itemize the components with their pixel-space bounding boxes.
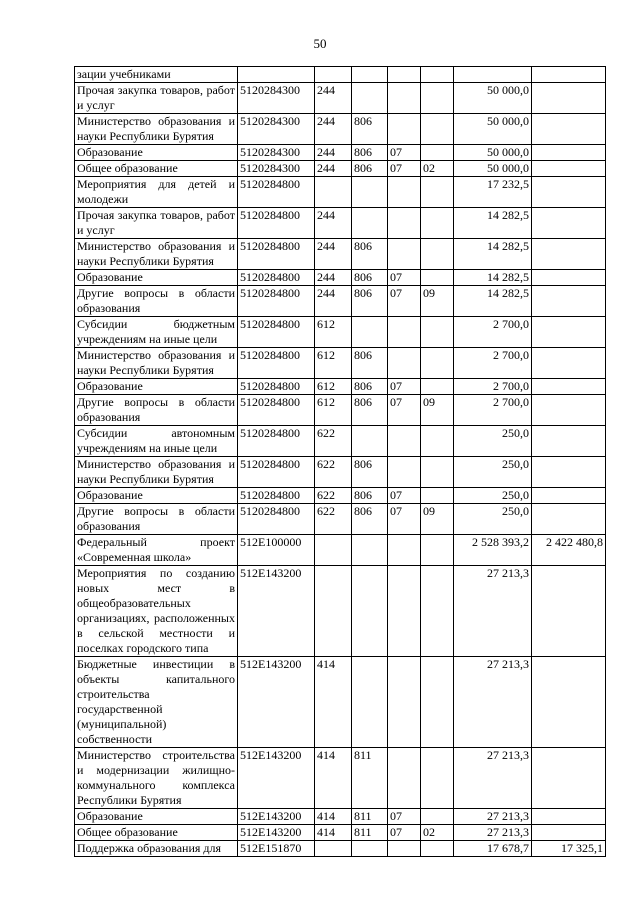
cell-amount-1: 2 700,0 xyxy=(454,379,532,395)
cell-ministry-code: 806 xyxy=(352,488,388,504)
cell-expense-type xyxy=(315,67,352,83)
cell-target-article: 512E143200 xyxy=(238,809,315,825)
page-number: 50 xyxy=(313,36,327,51)
cell-expense-type xyxy=(315,841,352,857)
cell-target-article: 512E143200 xyxy=(238,566,315,657)
cell-section xyxy=(388,317,421,348)
cell-subsection xyxy=(421,83,454,114)
cell-name: Образование xyxy=(75,379,238,395)
cell-subsection xyxy=(421,809,454,825)
cell-name: зации учебниками xyxy=(75,67,238,83)
cell-ministry-code: 806 xyxy=(352,286,388,317)
cell-subsection xyxy=(421,426,454,457)
cell-target-article: 5120284800 xyxy=(238,208,315,239)
cell-name: Образование xyxy=(75,809,238,825)
cell-amount-1: 17 232,5 xyxy=(454,177,532,208)
cell-target-article: 5120284800 xyxy=(238,239,315,270)
cell-subsection xyxy=(421,457,454,488)
cell-amount-1: 250,0 xyxy=(454,504,532,535)
cell-target-article: 5120284800 xyxy=(238,348,315,379)
cell-section xyxy=(388,177,421,208)
cell-name: Министерство образования и науки Республики Бурятия xyxy=(75,348,238,379)
cell-target-article: 512E151870 xyxy=(238,841,315,857)
cell-subsection xyxy=(421,239,454,270)
cell-name: Образование xyxy=(75,488,238,504)
cell-amount-1: 50 000,0 xyxy=(454,83,532,114)
cell-expense-type xyxy=(315,177,352,208)
cell-ministry-code xyxy=(352,535,388,566)
cell-expense-type: 612 xyxy=(315,395,352,426)
cell-section xyxy=(388,239,421,270)
cell-amount-1: 2 700,0 xyxy=(454,317,532,348)
cell-amount-1: 2 528 393,2 xyxy=(454,535,532,566)
cell-name: Федеральный проект «Современная школа» xyxy=(75,535,238,566)
cell-name: Прочая закупка товаров, работ и услуг xyxy=(75,208,238,239)
cell-expense-type: 622 xyxy=(315,457,352,488)
cell-section: 07 xyxy=(388,145,421,161)
cell-ministry-code: 806 xyxy=(352,145,388,161)
table-row xyxy=(75,161,606,177)
cell-amount-2 xyxy=(532,748,606,809)
cell-amount-1: 17 678,7 xyxy=(454,841,532,857)
cell-target-article: 5120284800 xyxy=(238,270,315,286)
cell-expense-type: 244 xyxy=(315,286,352,317)
cell-amount-1: 250,0 xyxy=(454,488,532,504)
cell-ministry-code: 806 xyxy=(352,457,388,488)
cell-section: 07 xyxy=(388,395,421,426)
table-row xyxy=(75,83,606,114)
cell-expense-type: 244 xyxy=(315,114,352,145)
cell-ministry-code: 806 xyxy=(352,270,388,286)
cell-amount-1: 27 213,3 xyxy=(454,566,532,657)
cell-section xyxy=(388,114,421,145)
table-row xyxy=(75,270,606,286)
cell-ministry-code: 806 xyxy=(352,161,388,177)
cell-name: Прочая закупка товаров, работ и услуг xyxy=(75,83,238,114)
cell-amount-1: 27 213,3 xyxy=(454,657,532,748)
cell-subsection: 02 xyxy=(421,825,454,841)
cell-target-article: 5120284300 xyxy=(238,114,315,145)
cell-target-article xyxy=(238,67,315,83)
cell-amount-2 xyxy=(532,504,606,535)
cell-subsection: 09 xyxy=(421,286,454,317)
cell-expense-type: 244 xyxy=(315,208,352,239)
cell-expense-type: 612 xyxy=(315,317,352,348)
cell-amount-2 xyxy=(532,208,606,239)
cell-expense-type: 244 xyxy=(315,270,352,286)
cell-section xyxy=(388,208,421,239)
cell-name: Министерство образования и науки Республики Бурятия xyxy=(75,457,238,488)
cell-subsection xyxy=(421,317,454,348)
cell-expense-type xyxy=(315,535,352,566)
cell-section: 07 xyxy=(388,379,421,395)
table-row xyxy=(75,239,606,270)
cell-section: 07 xyxy=(388,825,421,841)
cell-amount-2 xyxy=(532,426,606,457)
cell-section: 07 xyxy=(388,270,421,286)
cell-expense-type: 414 xyxy=(315,825,352,841)
cell-target-article: 5120284300 xyxy=(238,161,315,177)
cell-name: Бюджетные инвестиции в объекты капитального строительства государственной (муниципальной) собственности xyxy=(75,657,238,748)
cell-subsection xyxy=(421,348,454,379)
cell-target-article: 5120284800 xyxy=(238,504,315,535)
cell-amount-2 xyxy=(532,395,606,426)
cell-name: Субсидии автономным учреждениям на иные цели xyxy=(75,426,238,457)
cell-target-article: 5120284800 xyxy=(238,286,315,317)
cell-expense-type: 612 xyxy=(315,379,352,395)
cell-amount-2 xyxy=(532,657,606,748)
cell-expense-type: 414 xyxy=(315,657,352,748)
cell-section xyxy=(388,566,421,657)
cell-amount-1 xyxy=(454,67,532,83)
cell-amount-1: 27 213,3 xyxy=(454,825,532,841)
cell-amount-2 xyxy=(532,379,606,395)
cell-expense-type: 622 xyxy=(315,426,352,457)
cell-section xyxy=(388,841,421,857)
cell-subsection xyxy=(421,748,454,809)
cell-section: 07 xyxy=(388,809,421,825)
cell-subsection xyxy=(421,67,454,83)
cell-amount-2 xyxy=(532,270,606,286)
table-row xyxy=(75,825,606,841)
cell-ministry-code: 806 xyxy=(352,114,388,145)
cell-target-article: 5120284800 xyxy=(238,395,315,426)
cell-expense-type: 244 xyxy=(315,145,352,161)
cell-target-article: 512E143200 xyxy=(238,748,315,809)
cell-subsection xyxy=(421,145,454,161)
cell-section xyxy=(388,67,421,83)
table-row xyxy=(75,379,606,395)
cell-subsection xyxy=(421,488,454,504)
cell-amount-2: 17 325,1 xyxy=(532,841,606,857)
cell-amount-2 xyxy=(532,286,606,317)
cell-name: Поддержка образования для xyxy=(75,841,238,857)
budget-table xyxy=(74,66,606,857)
cell-subsection xyxy=(421,841,454,857)
cell-ministry-code: 806 xyxy=(352,348,388,379)
cell-name: Образование xyxy=(75,145,238,161)
cell-subsection: 09 xyxy=(421,504,454,535)
cell-subsection xyxy=(421,270,454,286)
cell-ministry-code: 806 xyxy=(352,395,388,426)
table-row xyxy=(75,457,606,488)
cell-subsection: 02 xyxy=(421,161,454,177)
table-row xyxy=(75,67,606,83)
cell-target-article: 5120284800 xyxy=(238,488,315,504)
cell-target-article: 512E100000 xyxy=(238,535,315,566)
table-row xyxy=(75,317,606,348)
cell-ministry-code xyxy=(352,566,388,657)
cell-expense-type: 244 xyxy=(315,83,352,114)
cell-section xyxy=(388,748,421,809)
cell-amount-2 xyxy=(532,83,606,114)
table-row xyxy=(75,535,606,566)
cell-expense-type: 414 xyxy=(315,809,352,825)
table-row xyxy=(75,841,606,857)
table-row xyxy=(75,748,606,809)
table-body xyxy=(75,67,606,857)
cell-expense-type: 622 xyxy=(315,504,352,535)
cell-expense-type xyxy=(315,566,352,657)
cell-ministry-code: 811 xyxy=(352,825,388,841)
cell-ministry-code: 811 xyxy=(352,748,388,809)
cell-amount-1: 27 213,3 xyxy=(454,809,532,825)
cell-ministry-code xyxy=(352,83,388,114)
cell-amount-1: 2 700,0 xyxy=(454,395,532,426)
cell-amount-1: 27 213,3 xyxy=(454,748,532,809)
cell-ministry-code xyxy=(352,426,388,457)
cell-name: Общее образование xyxy=(75,825,238,841)
cell-subsection xyxy=(421,535,454,566)
cell-ministry-code: 806 xyxy=(352,379,388,395)
table-row xyxy=(75,566,606,657)
cell-amount-2: 2 422 480,8 xyxy=(532,535,606,566)
cell-ministry-code xyxy=(352,841,388,857)
cell-amount-2 xyxy=(532,566,606,657)
table-row xyxy=(75,286,606,317)
cell-amount-1: 2 700,0 xyxy=(454,348,532,379)
cell-amount-2 xyxy=(532,488,606,504)
cell-amount-2 xyxy=(532,67,606,83)
cell-name: Министерство образования и науки Республики Бурятия xyxy=(75,114,238,145)
cell-subsection xyxy=(421,657,454,748)
cell-subsection xyxy=(421,114,454,145)
cell-amount-1: 50 000,0 xyxy=(454,114,532,145)
cell-amount-2 xyxy=(532,161,606,177)
cell-subsection: 09 xyxy=(421,395,454,426)
cell-ministry-code xyxy=(352,657,388,748)
cell-section: 07 xyxy=(388,161,421,177)
cell-section xyxy=(388,457,421,488)
cell-section xyxy=(388,657,421,748)
cell-expense-type: 244 xyxy=(315,161,352,177)
cell-amount-1: 14 282,5 xyxy=(454,286,532,317)
cell-subsection xyxy=(421,177,454,208)
cell-ministry-code: 811 xyxy=(352,809,388,825)
cell-target-article: 5120284800 xyxy=(238,379,315,395)
cell-name: Другие вопросы в области образования xyxy=(75,286,238,317)
cell-section: 07 xyxy=(388,286,421,317)
cell-expense-type: 244 xyxy=(315,239,352,270)
table-row xyxy=(75,145,606,161)
table-row xyxy=(75,177,606,208)
cell-target-article: 512E143200 xyxy=(238,825,315,841)
cell-target-article: 5120284800 xyxy=(238,457,315,488)
cell-amount-1: 250,0 xyxy=(454,426,532,457)
cell-expense-type: 612 xyxy=(315,348,352,379)
table-row xyxy=(75,426,606,457)
table-row xyxy=(75,488,606,504)
cell-amount-1: 14 282,5 xyxy=(454,208,532,239)
cell-expense-type: 622 xyxy=(315,488,352,504)
cell-name: Субсидии бюджетным учреждениям на иные цели xyxy=(75,317,238,348)
cell-section xyxy=(388,348,421,379)
cell-amount-2 xyxy=(532,457,606,488)
cell-amount-2 xyxy=(532,317,606,348)
cell-target-article: 5120284800 xyxy=(238,177,315,208)
cell-subsection xyxy=(421,379,454,395)
cell-name: Общее образование xyxy=(75,161,238,177)
cell-amount-2 xyxy=(532,825,606,841)
cell-amount-2 xyxy=(532,239,606,270)
cell-amount-2 xyxy=(532,348,606,379)
cell-amount-1: 14 282,5 xyxy=(454,270,532,286)
cell-amount-1: 14 282,5 xyxy=(454,239,532,270)
cell-name: Мероприятия для детей и молодежи xyxy=(75,177,238,208)
cell-ministry-code xyxy=(352,177,388,208)
cell-target-article: 512E143200 xyxy=(238,657,315,748)
table-row xyxy=(75,348,606,379)
table-row xyxy=(75,657,606,748)
cell-target-article: 5120284300 xyxy=(238,145,315,161)
cell-ministry-code: 806 xyxy=(352,504,388,535)
cell-section xyxy=(388,426,421,457)
table-row xyxy=(75,208,606,239)
cell-name: Другие вопросы в области образования xyxy=(75,395,238,426)
cell-ministry-code xyxy=(352,208,388,239)
cell-amount-2 xyxy=(532,809,606,825)
cell-target-article: 5120284800 xyxy=(238,426,315,457)
cell-amount-1: 250,0 xyxy=(454,457,532,488)
cell-name: Образование xyxy=(75,270,238,286)
cell-ministry-code: 806 xyxy=(352,239,388,270)
cell-section: 07 xyxy=(388,504,421,535)
cell-name: Другие вопросы в области образования xyxy=(75,504,238,535)
cell-subsection xyxy=(421,208,454,239)
cell-target-article: 5120284300 xyxy=(238,83,315,114)
cell-ministry-code xyxy=(352,67,388,83)
cell-ministry-code xyxy=(352,317,388,348)
cell-amount-1: 50 000,0 xyxy=(454,145,532,161)
cell-amount-2 xyxy=(532,114,606,145)
cell-target-article: 5120284800 xyxy=(238,317,315,348)
cell-amount-2 xyxy=(532,177,606,208)
cell-expense-type: 414 xyxy=(315,748,352,809)
cell-section xyxy=(388,83,421,114)
cell-name: Мероприятия по созданию новых мест в общеобразовательных организациях, расположенных в сельской местности и поселках городского типа xyxy=(75,566,238,657)
cell-subsection xyxy=(421,566,454,657)
cell-amount-2 xyxy=(532,145,606,161)
cell-amount-1: 50 000,0 xyxy=(454,161,532,177)
table-row xyxy=(75,395,606,426)
cell-name: Министерство образования и науки Республики Бурятия xyxy=(75,239,238,270)
table-row xyxy=(75,504,606,535)
table-row xyxy=(75,809,606,825)
cell-section xyxy=(388,535,421,566)
table-row xyxy=(75,114,606,145)
cell-section: 07 xyxy=(388,488,421,504)
cell-name: Министерство строительства и модернизации жилищно-коммунального комплекса Республики Бурятия xyxy=(75,748,238,809)
